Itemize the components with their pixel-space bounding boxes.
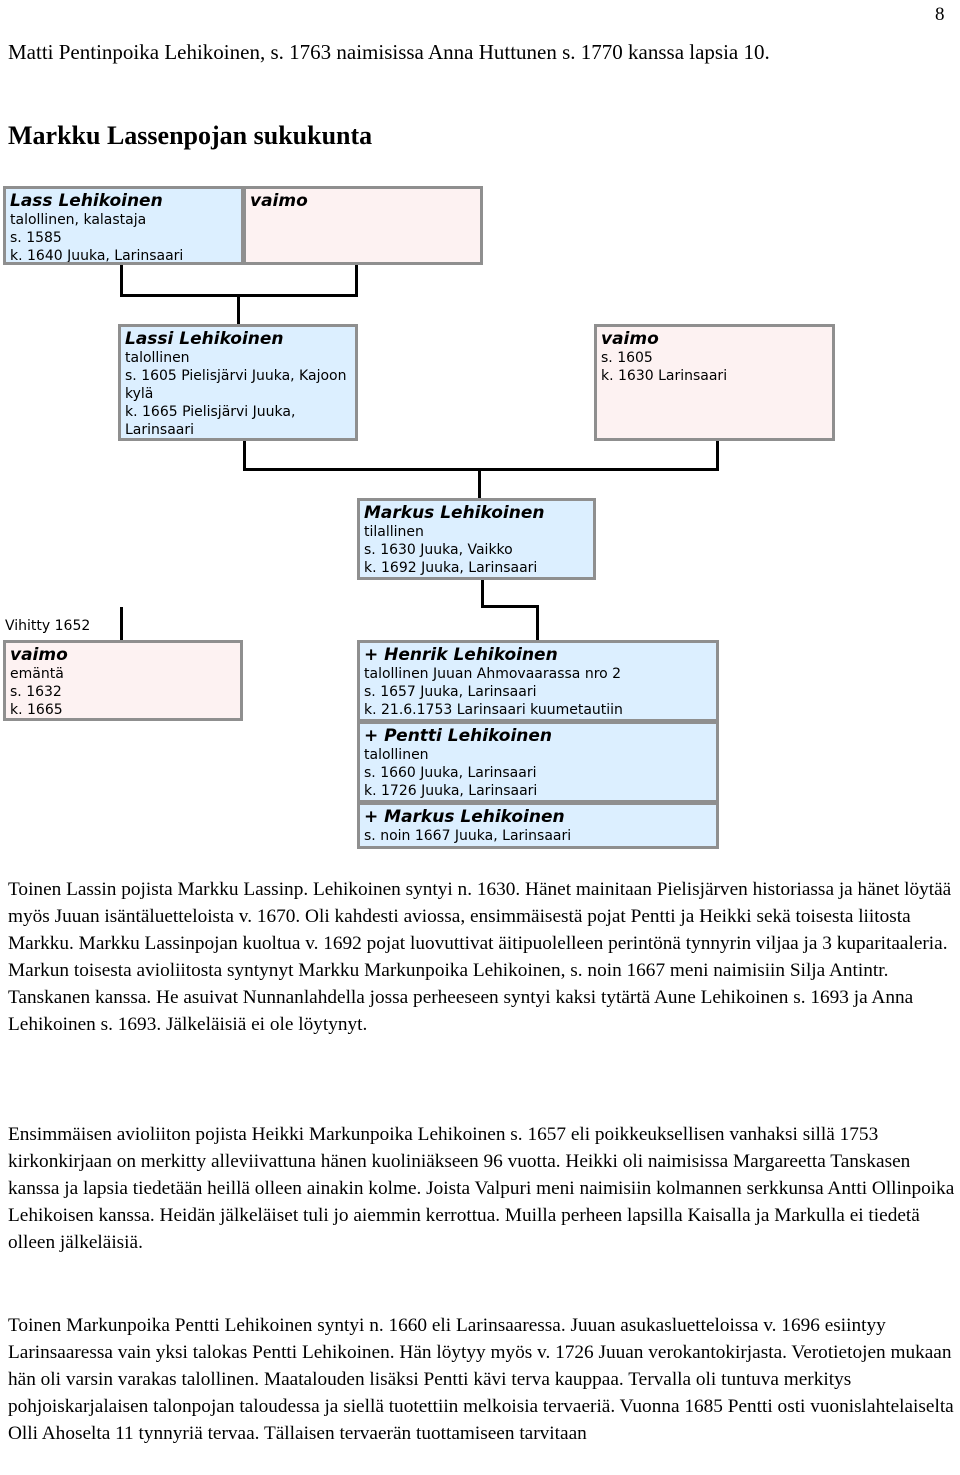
person-box-gen1-wife — [243, 186, 483, 265]
person-detail: k. 1665 — [10, 702, 63, 718]
person-detail: talollinen Juuan Ahmovaarassa nro 2 — [364, 666, 622, 682]
person-detail: s. 1632 — [10, 684, 62, 700]
child-box-markus — [357, 802, 719, 849]
page-number: 8 — [935, 4, 945, 25]
person-name: Markus Lehikoinen — [364, 503, 545, 523]
person-detail: emäntä — [10, 666, 64, 682]
person-name: vaimo — [10, 645, 68, 665]
person-name: vaimo — [250, 191, 308, 211]
person-box-markus — [357, 498, 596, 580]
connector-line — [481, 605, 539, 608]
intro-line: Matti Pentinpoika Lehikoinen, s. 1763 naimisissa Anna Huttunen s. 1770 kanssa lapsia 10. — [8, 40, 770, 64]
connector-line — [243, 441, 246, 471]
person-detail: k. 1692 Juuka, Larinsaari — [364, 560, 538, 576]
connector-line — [237, 294, 240, 325]
connector-line — [481, 580, 484, 608]
paragraph-markku: Toinen Lassin pojista Markku Lassinp. Lehikoinen syntyi n. 1630. Hänet mainitaan Pielisjärven historiassa ja hänet löytää myös Juuan isäntäluetteloista v. 1670. Oli kahdesti aviossa, ensimmäisestä pojat Pentti ja Heikki sekä toisesta liitosta Markku. Markku Lassinpojan kuoltua v. 1692 pojat luovuttivat äitipuolelleen perintönä tynnyrin viljaa ja 3 kuparitaaleria. Markun toisesta avioliitosta syntynyt Markku Markunpoika Lehikoinen, s. noin 1667 meni naimisiin Silja Antintr. Tanskanen kanssa. He asuivat Nunnanlahdella jossa perheeseen syntyi kaksi tytärtä Aune Lehikoinen s. 1693 ja Anna Lehikoinen s. 1693. Jälkeläisiä ei ole löytynyt. — [8, 879, 952, 1035]
person-name: vaimo — [601, 329, 659, 349]
connector-line — [355, 265, 358, 297]
paragraph-pentti: Toinen Markunpoika Pentti Lehikoinen syntyi n. 1660 eli Larinsaaressa. Juuan asukasluetteloissa v. 1696 esiintyy Larinsaaressa vain yksi talokas Pentti Lehikoinen. Hän löytyy myös v. 1726 Juuan verokantokirjasta. Verotietojen mukaan hän oli varsin varakas talollinen. Maatalouden lisäksi Pentti kävi terva kauppaa. Tervalla oli tuntuva merkitys pohjoiskarjalaisen talonpojan taloudessa ja siellä tuotettiin melkoisia tervaeriä. Vuonna 1685 Pentti osti vuonislahtelaiselta Olli Ahoselta 11 tynnyriä tervaa. Tällaisen tervaerän tuottamiseen tarvitaan — [8, 1315, 954, 1444]
person-detail: s. 1605 Pielisjärvi Juuka, Kajoon kylä — [125, 368, 347, 402]
connector-line — [536, 605, 539, 642]
person-box-gen2-wife — [594, 324, 835, 441]
person-detail: talollinen — [364, 747, 429, 763]
married-label: Vihitty 1652 — [5, 618, 91, 634]
person-box-gen3-wife — [3, 640, 243, 721]
person-detail: talollinen, kalastaja — [10, 212, 147, 228]
person-name: Lass Lehikoinen — [10, 191, 163, 211]
person-detail: s. 1630 Juuka, Vaikko — [364, 542, 513, 558]
connector-line — [478, 468, 481, 499]
person-detail: s. 1605 — [601, 350, 653, 366]
person-detail: tilallinen — [364, 524, 424, 540]
connector-line — [120, 607, 123, 641]
person-detail: k. 1665 Pielisjärvi Juuka, Larinsaari — [125, 404, 296, 438]
child-box-pentti — [357, 721, 719, 803]
person-detail: s. 1660 Juuka, Larinsaari — [364, 765, 537, 781]
person-detail: k. 1726 Juuka, Larinsaari — [364, 783, 538, 799]
section-heading: Markku Lassenpojan sukukunta — [8, 121, 373, 150]
person-name: + Henrik Lehikoinen — [364, 645, 558, 665]
person-detail: s. 1585 — [10, 230, 62, 246]
person-name: Lassi Lehikoinen — [125, 329, 284, 349]
connector-line — [243, 468, 719, 471]
person-name: + Pentti Lehikoinen — [364, 726, 553, 746]
connector-line — [716, 441, 719, 471]
person-box-lass — [3, 186, 244, 265]
paragraph-heikki: Ensimmäisen avioliiton pojista Heikki Markunpoika Lehikoinen s. 1657 eli poikkeuksellisen vanhaksi sillä 1753 kirkonkirjaan on merkitty alleviivattuna hänen kuoliniäkseen 96 vuotta. Heikki oli naimisissa Margareetta Tanskasen kanssa ja lapsia tiedetään heillä olleen ainakin kolme. Joista Valpuri meni naimisiin kolmannen serkkunsa Antti Ollinpoika Lehikoisen kanssa. Heidän jälkeläiset tuli jo aiemmin kerrottua. Muilla perheen lapsilla Kaisalla ja Markulla ei tiedetä olleen jälkeläisiä. — [8, 1124, 955, 1253]
person-detail: k. 1640 Juuka, Larinsaari — [10, 248, 184, 264]
person-detail: s. 1657 Juuka, Larinsaari — [364, 684, 537, 700]
person-box-lassi — [118, 324, 358, 441]
person-detail: k. 21.6.1753 Larinsaari kuumetautiin — [364, 702, 623, 718]
connector-line — [120, 265, 123, 297]
person-name: + Markus Lehikoinen — [364, 807, 565, 827]
person-detail: k. 1630 Larinsaari — [601, 368, 728, 384]
person-detail: s. noin 1667 Juuka, Larinsaari — [364, 828, 572, 844]
child-box-henrik — [357, 640, 719, 722]
person-detail: talollinen — [125, 350, 190, 366]
